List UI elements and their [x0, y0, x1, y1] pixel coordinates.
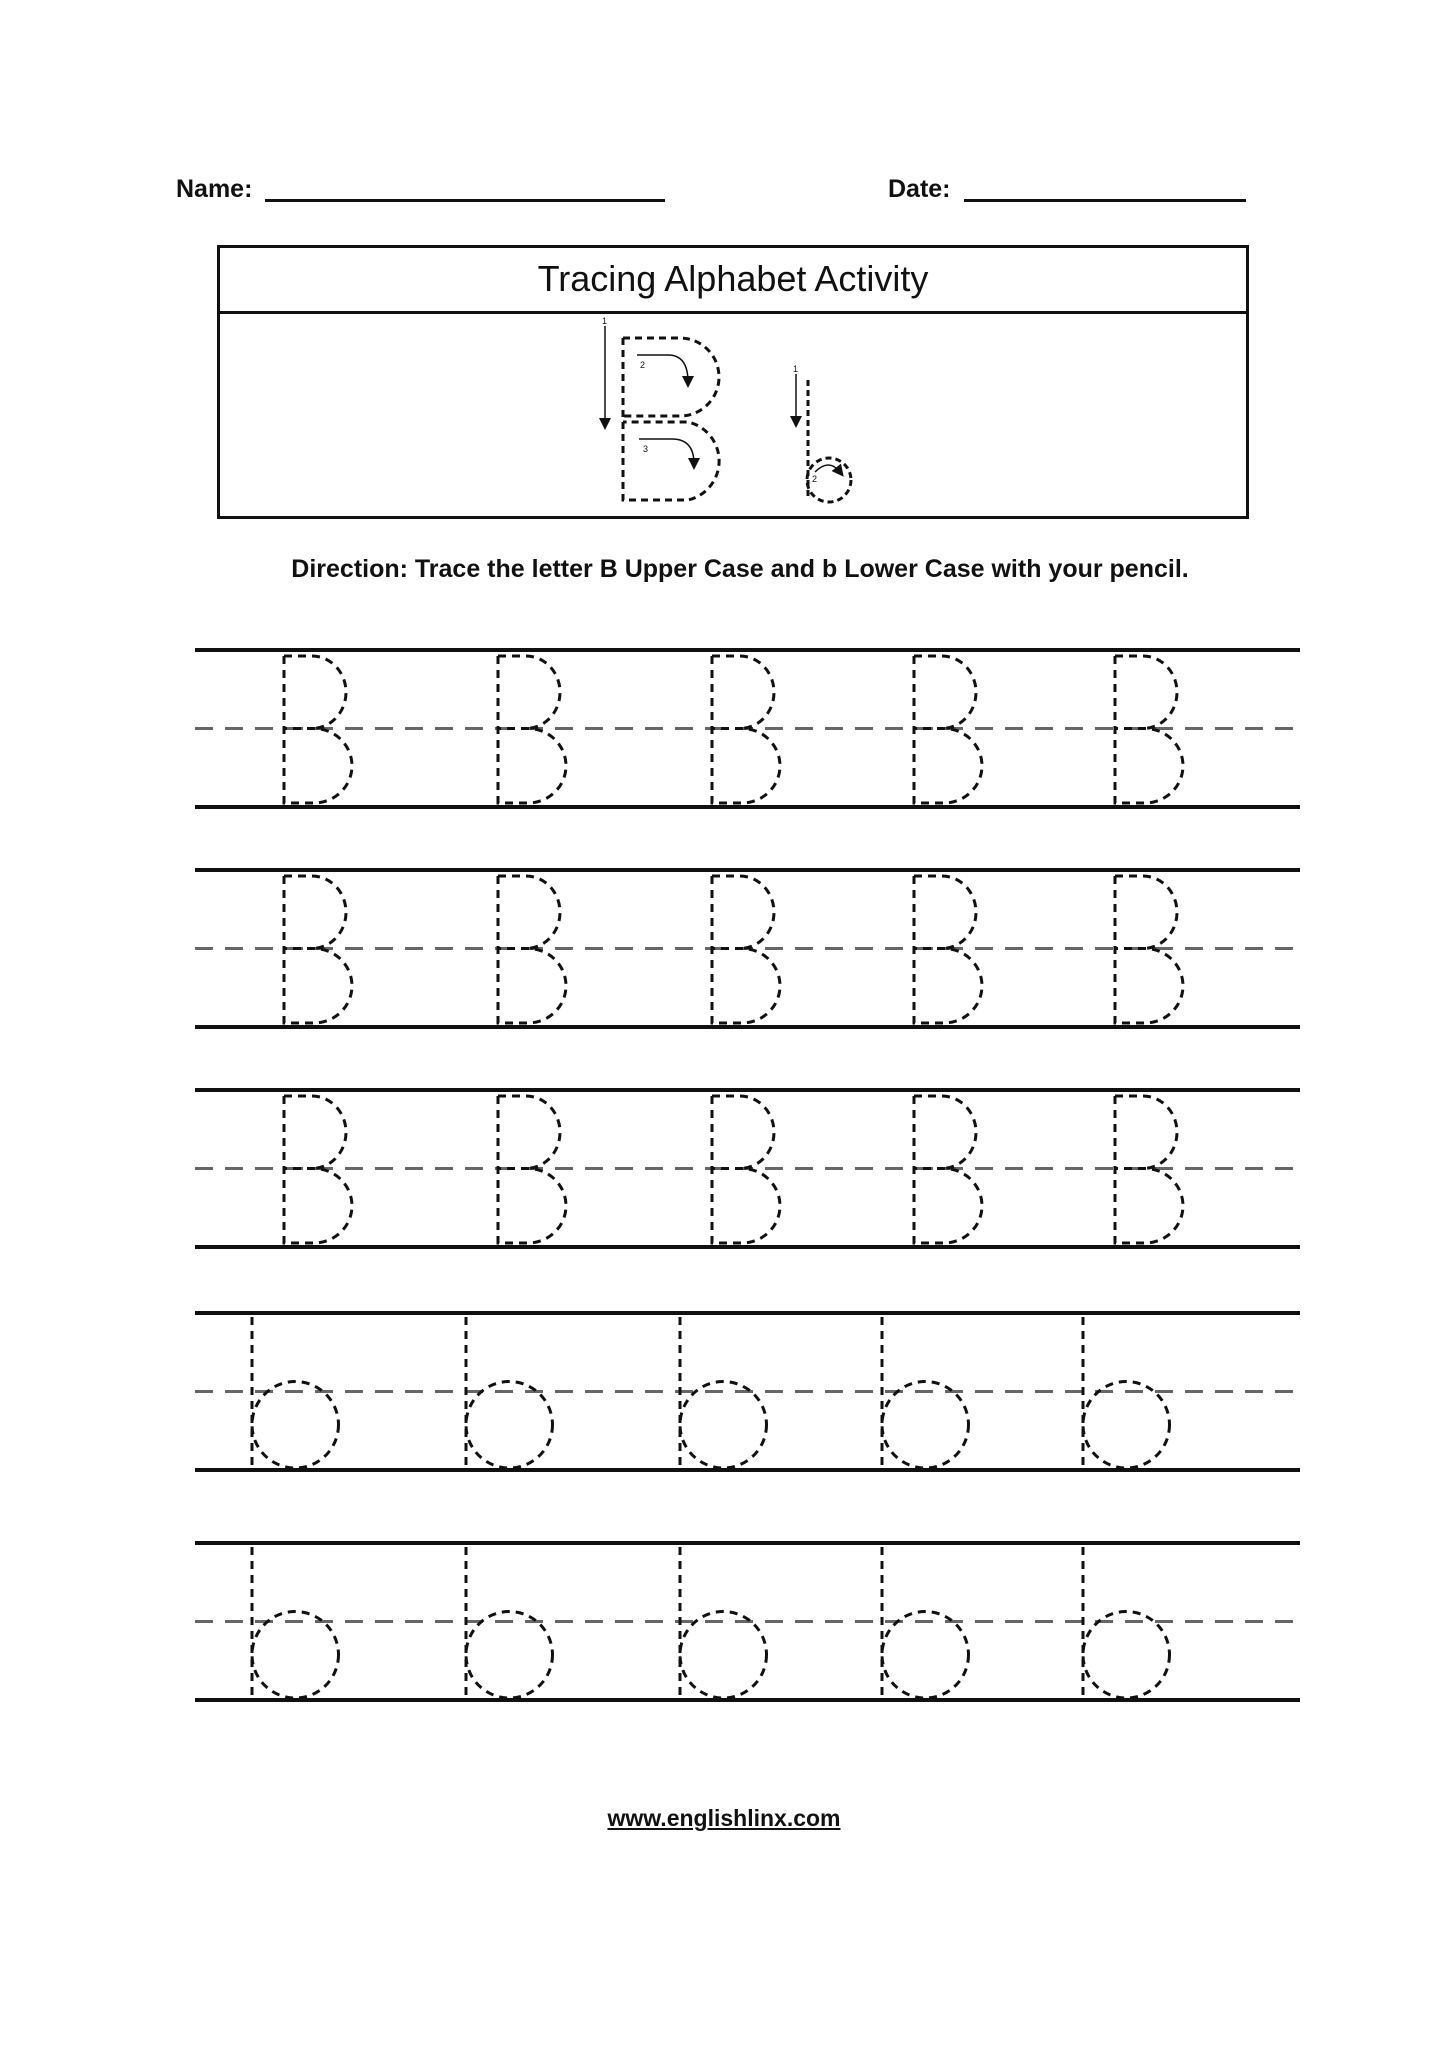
trace-letter-lower-b[interactable]	[680, 1547, 767, 1698]
trace-bowl	[882, 1382, 969, 1469]
practice-row[interactable]	[195, 1313, 1300, 1470]
trace-bowl	[680, 1382, 767, 1469]
direction-text: Direction: Trace the letter B Upper Case and b Lower Case with your pencil.	[291, 555, 1189, 583]
demo-step-label: 3	[643, 444, 649, 454]
footer-website-link[interactable]: www.englishlinx.com	[607, 1805, 841, 1831]
demo-step-label: 1	[602, 316, 608, 326]
trace-bowl	[466, 1382, 553, 1469]
date-label: Date:	[888, 175, 951, 203]
trace-bowl	[1083, 1612, 1170, 1699]
trace-bowl	[466, 1612, 553, 1699]
demo-step-label: 1	[793, 364, 799, 374]
practice-row[interactable]	[195, 650, 1300, 807]
practice-row[interactable]	[195, 870, 1300, 1027]
trace-bowl	[882, 1612, 969, 1699]
demo-step-label: 2	[640, 360, 646, 370]
trace-bowl	[252, 1612, 339, 1699]
trace-bowl	[680, 1612, 767, 1699]
trace-bowl	[252, 1382, 339, 1469]
demo-step-label: 2	[812, 474, 818, 484]
trace-bowl	[1083, 1382, 1170, 1469]
practice-row[interactable]	[195, 1090, 1300, 1247]
practice-row[interactable]	[195, 1543, 1300, 1700]
trace-letter-lower-b[interactable]	[680, 1317, 767, 1468]
name-label: Name:	[176, 175, 253, 203]
activity-title: Tracing Alphabet Activity	[220, 248, 1246, 314]
